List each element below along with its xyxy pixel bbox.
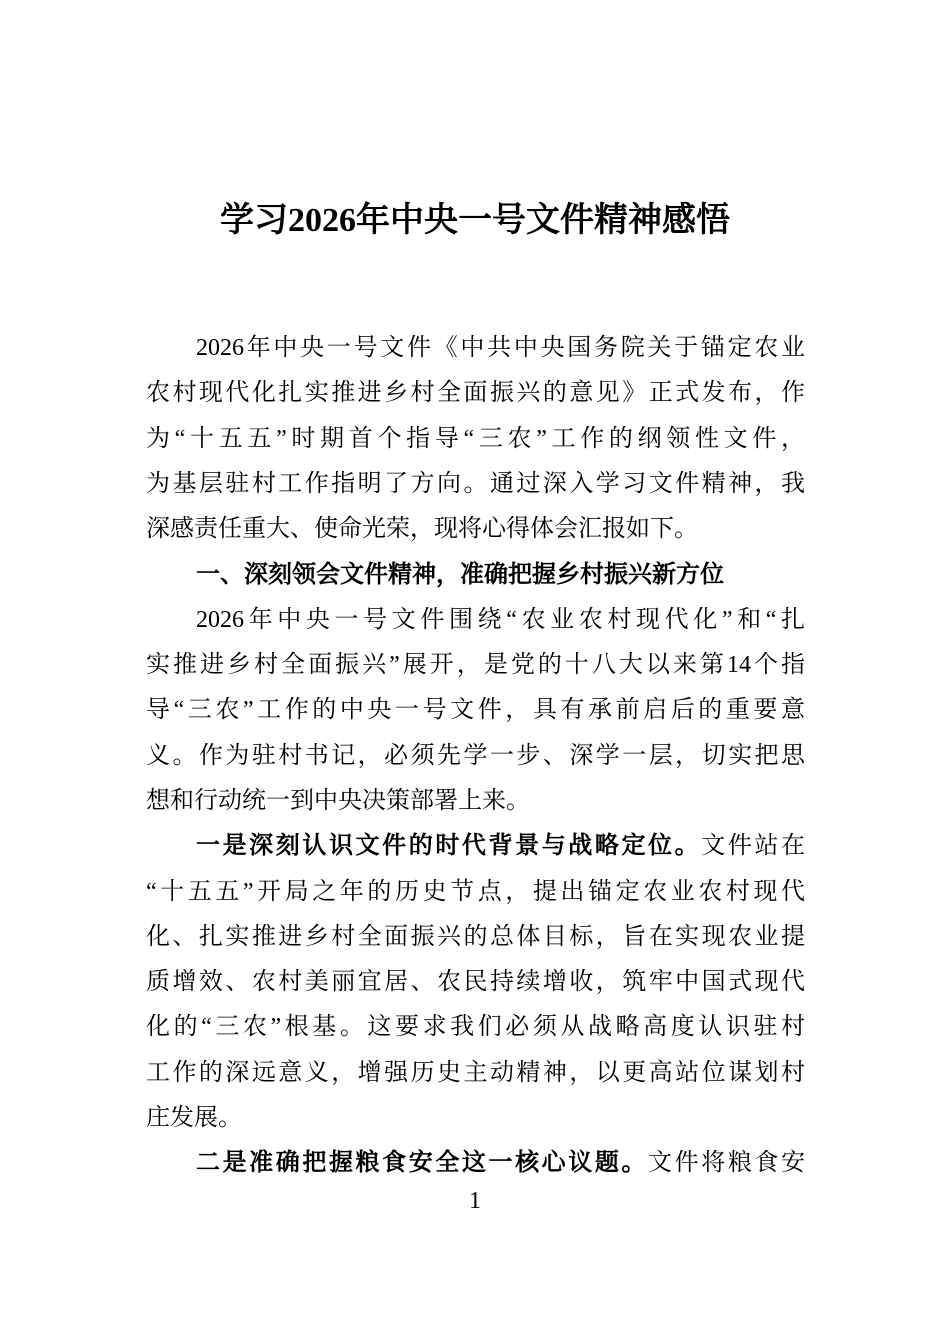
line-text: 一、深刻领会文件精神，准确把握乡村振兴新方位 [196,560,724,589]
text-line [146,960,805,1005]
text-line [146,371,805,416]
text-line [146,1051,805,1096]
paragraph [146,1141,805,1186]
line-text: 工作的深远意义，增强历史主动精神，以更高站位谋划村 [146,1059,805,1086]
text-line [146,326,805,371]
text-line [146,1141,805,1186]
text-line [146,643,805,688]
line-text: 农村现代化扎实推进乡村全面振兴的意见》正式发布，作 [146,380,805,407]
paragraph [146,824,805,1141]
line-text: 为“十五五”时期首个指导“三农”工作的纲领性文件， [146,425,805,452]
text-line [146,688,805,733]
text-line [146,462,805,507]
line-text: 导“三农”工作的中央一号文件，具有承前启后的重要意 [146,697,805,724]
document-body [146,326,805,1187]
line-text: 深感责任重大、使命光荣，现将心得体会汇报如下。 [146,516,698,543]
line-text: 质增效、农村美丽宜居、农民持续增收，筑牢中国式现代 [146,969,805,996]
text-line [146,824,805,869]
line-text: 想和行动统一到中央决策部署上来。 [146,787,530,814]
line-text: 2026年中央一号文件围绕“农业农村现代化”和“扎 [196,606,805,633]
line-text: 义。作为驻村书记，必须先学一步、深学一层，切实把思 [146,742,805,769]
section-heading [146,552,805,597]
text-line [146,734,805,779]
text-line [146,598,805,643]
line-text: 文件将粮食安 [648,1150,806,1177]
line-text: 文件站在 [701,833,806,860]
line-text: 化的“三农”根基。这要求我们必须从战略高度认识驻村 [146,1014,805,1041]
text-line [146,507,805,552]
bold-lead: 二是准确把握粮食安全这一核心议题。 [196,1150,649,1177]
text-line [146,915,805,960]
text-line [146,779,805,824]
line-text: “十五五”开局之年的历史节点，提出锚定农业农村现代 [146,878,805,905]
line-text: 庄发展。 [146,1105,242,1132]
line-text: 2026年中央一号文件《中共中央国务院关于锚定农业 [196,335,805,361]
page-number: 1 [469,1188,481,1214]
paragraph [146,326,805,552]
text-line [146,870,805,915]
document-title: 学习2026年中央一号文件精神感悟 [220,202,730,239]
text-line [146,1005,805,1050]
line-text: 化、扎实推进乡村全面振兴的总体目标，旨在实现农业提 [146,923,805,950]
text-line [146,552,805,597]
line-text: 实推进乡村全面振兴”展开，是党的十八大以来第14个指 [146,652,805,679]
line-text: 为基层驻村工作指明了方向。通过深入学习文件精神，我 [146,470,805,497]
text-line [146,417,805,462]
text-line [146,1096,805,1141]
bold-lead: 一是深刻认识文件的时代背景与战略定位。 [196,833,702,860]
paragraph [146,598,805,824]
